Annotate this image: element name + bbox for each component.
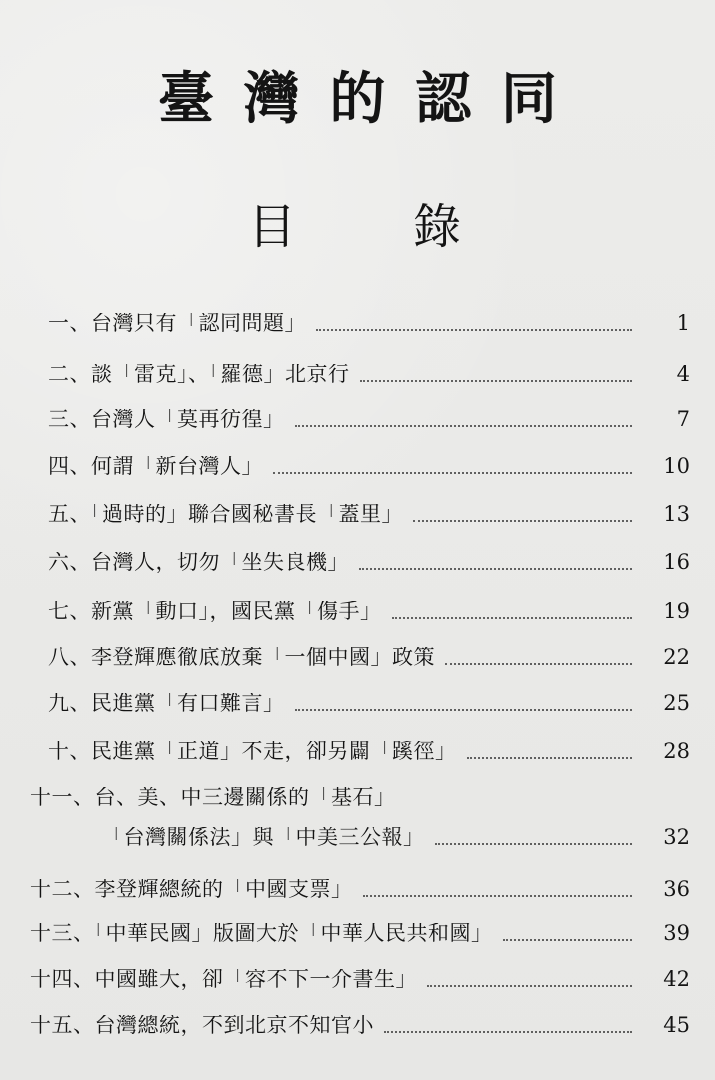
toc-entry bbox=[30, 544, 690, 580]
toc-entry-title: 一、台灣只有「認同問題」 bbox=[48, 312, 306, 334]
contents-heading-character: 錄 bbox=[412, 199, 461, 256]
toc-entry bbox=[30, 305, 690, 341]
toc-page-number: 42 bbox=[663, 966, 690, 991]
title-character: 同 bbox=[501, 65, 557, 132]
toc-entry bbox=[30, 733, 690, 769]
toc-page-number: 28 bbox=[663, 738, 690, 763]
toc-page-number: 25 bbox=[663, 690, 690, 715]
toc-entry bbox=[30, 779, 690, 815]
toc-entry-title: 五、「過時的」聯合國秘書長「蓋里」 bbox=[48, 503, 403, 525]
dot-leader bbox=[445, 662, 632, 665]
dot-leader bbox=[427, 984, 632, 987]
toc-entry bbox=[30, 356, 690, 392]
toc-entry bbox=[30, 639, 690, 675]
toc-page-number: 36 bbox=[663, 876, 690, 901]
toc-page-number: 19 bbox=[663, 598, 690, 623]
toc-entry-title: 七、新黨「動口」，國民黨「傷手」 bbox=[48, 600, 382, 622]
title-character: 的 bbox=[329, 65, 386, 132]
dot-leader bbox=[273, 471, 632, 474]
toc-entry-title: 十一、台、美、中三邊關係的「基石」 bbox=[30, 786, 396, 808]
toc-entry bbox=[30, 448, 690, 484]
toc-entry-title: 六、台灣人，切勿「坐失良機」 bbox=[48, 551, 349, 573]
dot-leader bbox=[363, 894, 633, 897]
toc-page-number: 39 bbox=[663, 920, 690, 945]
toc-page-number: 45 bbox=[663, 1012, 690, 1037]
toc-page-number: 22 bbox=[663, 644, 690, 669]
toc-page-number: 32 bbox=[663, 824, 690, 849]
toc-page-number: 4 bbox=[676, 361, 690, 386]
dot-leader bbox=[435, 842, 633, 845]
toc-entry-title: 十四、中國雖大，卻「容不下一介書生」 bbox=[30, 968, 417, 990]
toc-entry bbox=[30, 496, 690, 532]
dot-leader bbox=[295, 424, 633, 427]
toc-entry bbox=[30, 961, 690, 997]
toc-entry-title: 八、李登輝應徹底放棄「一個中國」政策 bbox=[48, 646, 435, 668]
toc-entry-title: 四、何謂「新台灣人」 bbox=[48, 455, 263, 477]
dot-leader bbox=[503, 938, 633, 941]
book-title bbox=[150, 56, 565, 134]
dot-leader bbox=[359, 567, 632, 570]
toc-entry-title: 九、民進黨「有口難言」 bbox=[48, 692, 285, 714]
contents-heading-character: 目 bbox=[247, 199, 296, 256]
dot-leader bbox=[392, 616, 633, 619]
toc-entry bbox=[30, 915, 690, 951]
toc-page-number: 1 bbox=[676, 310, 690, 335]
contents-heading bbox=[238, 191, 471, 255]
dot-leader bbox=[360, 379, 633, 382]
toc-entry-title: 十、民進黨「正道」不走，卻另闢「蹊徑」 bbox=[48, 740, 457, 762]
title-character: 臺 bbox=[158, 65, 214, 132]
toc-entry-title: 十五、台灣總統，不到北京不知官小 bbox=[30, 1014, 374, 1036]
table-of-contents bbox=[30, 305, 690, 1045]
title-character: 認 bbox=[415, 65, 472, 132]
toc-entry bbox=[30, 1007, 690, 1043]
dot-leader bbox=[384, 1030, 632, 1033]
toc-entry-title: 三、台灣人「莫再彷徨」 bbox=[48, 408, 285, 430]
toc-entry bbox=[30, 685, 690, 721]
toc-entry-title: 「台灣關係法」與「中美三公報」 bbox=[102, 826, 425, 848]
toc-page-number: 13 bbox=[663, 501, 690, 526]
toc-entry-title: 十二、李登輝總統的「中國支票」 bbox=[30, 878, 353, 900]
dot-leader bbox=[316, 328, 632, 331]
title-character: 灣 bbox=[243, 65, 300, 132]
toc-entry bbox=[30, 401, 690, 437]
toc-page-number: 7 bbox=[676, 406, 690, 431]
toc-entry-title: 二、談「雷克」、「羅德」北京行 bbox=[48, 363, 350, 385]
dot-leader bbox=[467, 756, 633, 759]
toc-entry bbox=[30, 593, 690, 629]
toc-page-number: 16 bbox=[663, 549, 690, 574]
toc-page-number: 10 bbox=[663, 453, 690, 478]
toc-entry-continuation bbox=[30, 819, 690, 855]
dot-leader bbox=[295, 708, 633, 711]
toc-entry bbox=[30, 871, 690, 907]
dot-leader bbox=[413, 519, 632, 522]
toc-entry-title: 十三、「中華民國」版圖大於「中華人民共和國」 bbox=[30, 922, 493, 944]
